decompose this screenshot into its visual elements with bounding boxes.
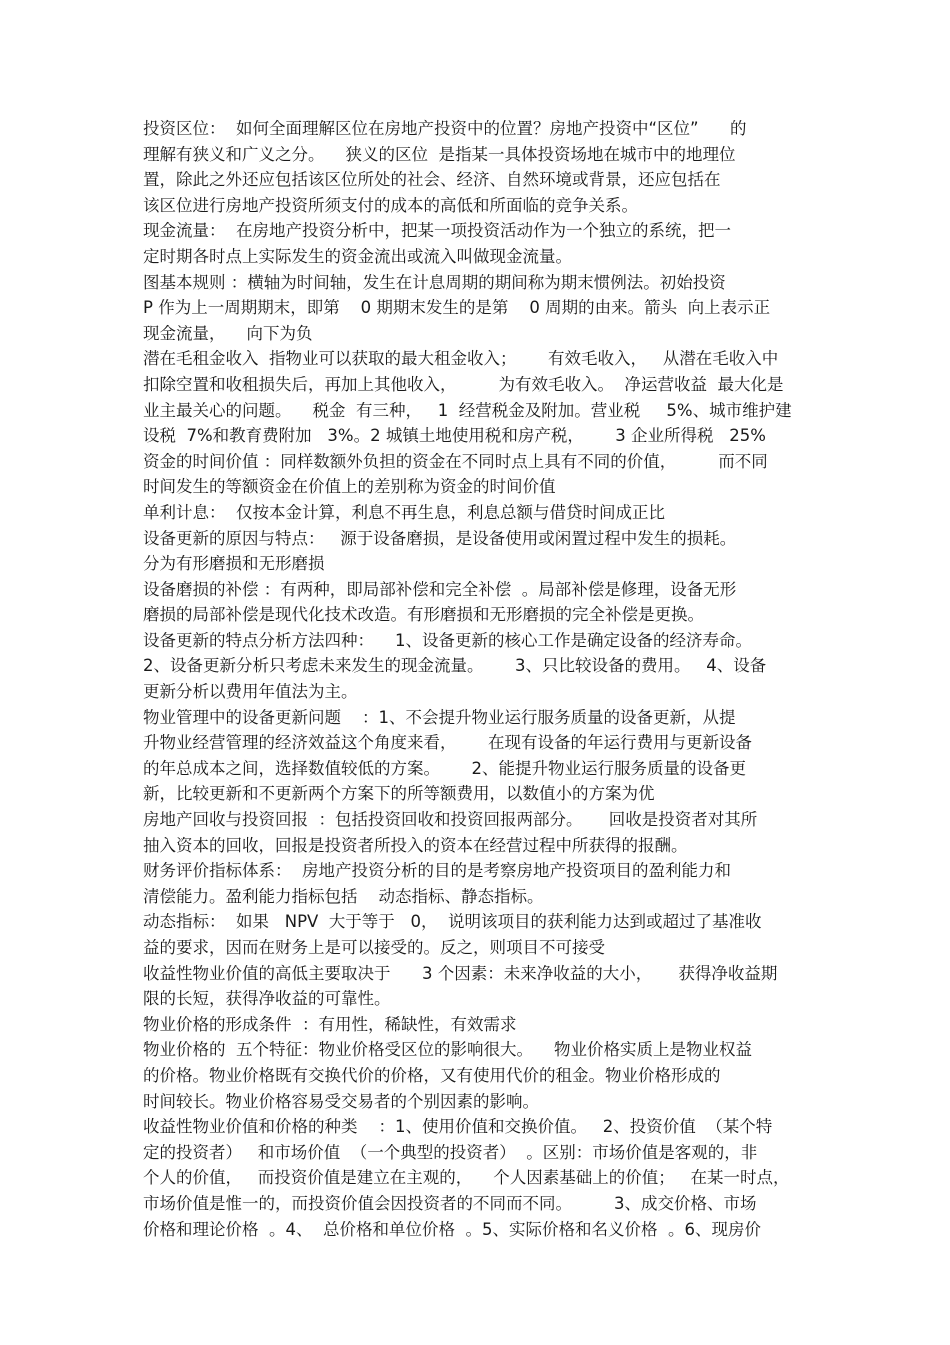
text-line: 益的要求，因而在财务上是可以接受的。反之，则项目不可接受: [143, 938, 605, 957]
text-line: 单利计息： 仅按本金计算，利息不再生息，利息总额与借贷时间成正比: [143, 502, 665, 522]
text-line: 清偿能力。盈利能力指标包括 动态指标、静态指标。: [143, 886, 544, 906]
text-line: 的价格。物业价格既有交换代价的价格，又有使用代价的租金。物业价格形成的: [143, 1065, 721, 1085]
document-body: [143, 116, 811, 1242]
text-line: 业主最关心的问题。 税金 有三种， 1 经营税金及附加。营业税 5%、城市维护建: [143, 400, 792, 420]
text-line: 扣除空置和收租损失后，再加上其他收入， 为有效毛收入。 净运营收益 最大化是: [143, 374, 784, 394]
text-line: 投资区位： 如何全面理解区位在房地产投资中的位置？房地产投资中“区位” 的: [143, 119, 747, 138]
text-line: 限的长短，获得净收益的可靠性。: [143, 989, 391, 1009]
text-line: 分为有形磨损和无形磨损: [143, 554, 325, 574]
text-line: 磨损的局部补偿是现代化技术改造。有形磨损和无形磨损的完全补偿是更换。: [143, 605, 704, 625]
text-line: 现金流量， 向下为负: [143, 323, 313, 343]
text-line: 个人的价值， 而投资价值是建立在主观的， 个人因素基础上的价值； 在某一时点，: [143, 1168, 790, 1188]
text-line: 理解有狭义和广义之分。 狭义的区位 是指某一具体投资场地在城市中的地理位: [143, 144, 736, 164]
text-line: P 作为上一周期期末，即第 0 期期末发生的是第 0 周期的由来。箭头 向上表示正: [143, 298, 771, 318]
text-line: 更新分析以费用年值法为主。: [143, 682, 358, 702]
text-line: 时间较长。物业价格容易受交易者的个别因素的影响。: [143, 1091, 539, 1111]
text-line: 的年总成本之间，选择数值较低的方案。 2、能提升物业运行服务质量的设备更: [143, 758, 746, 778]
text-line: 房地产回收与投资回报 ：包括投资回收和投资回报两部分。 回收是投资者对其所: [143, 810, 758, 830]
text-line: 2、设备更新分析只考虑未来发生的现金流量。 3、只比较设备的费用。 4、设备: [143, 656, 767, 676]
text-line: 价格和理论价格 。4、 总价格和单位价格 。5、实际价格和名义价格 。6、现房价: [143, 1219, 761, 1239]
text-line: 潜在毛租金收入 指物业可以获取的最大租金收入； 有效毛收入， 从潜在毛收入中: [143, 349, 779, 369]
text-line: 定的投资者） 和市场价值 （一个典型的投资者） 。区别：市场价值是客观的，非: [143, 1142, 758, 1162]
text-line: 物业价格的 五个特征：物业价格受区位的影响很大。 物业价格实质上是物业权益: [143, 1040, 752, 1060]
text-line: 该区位进行房地产投资所须支付的成本的高低和所面临的竞争关系。: [143, 195, 638, 215]
text-line: 动态指标： 如果 NPV 大于等于 0， 说明该项目的获利能力达到或超过了基准收: [143, 912, 762, 932]
text-line: 物业价格的形成条件 ：有用性，稀缺性，有效需求: [143, 1014, 517, 1034]
text-line: 升物业经营管理的经济效益这个角度来看， 在现有设备的年运行费用与更新设备: [143, 733, 752, 753]
text-line: 市场价值是惟一的，而投资价值会因投资者的不同而不同。 3、成交价格、市场: [143, 1193, 757, 1213]
text-line: 设备更新的原因与特点： 源于设备磨损，是设备使用或闲置过程中发生的损耗。: [143, 528, 737, 548]
text-line: 设备磨损的补偿 ：有两种，即局部补偿和完全补偿 。局部补偿是修理，设备无形: [143, 579, 737, 599]
text-line: 物业管理中的设备更新问题 ：1、不会提升物业运行服务质量的设备更新，从提: [143, 707, 736, 727]
text-line: 财务评价指标体系： 房地产投资分析的目的是考察房地产投资项目的盈利能力和: [143, 861, 731, 881]
text-line: 时间发生的等额资金在价值上的差别称为资金的时间价值: [143, 477, 556, 497]
text-line: 收益性物业价值的高低主要取决于 3 个因素：未来净收益的大小， 获得净收益期: [143, 963, 778, 983]
text-line: 资金的时间价值 ：同样数额外负担的资金在不同时点上具有不同的价值， 而不同: [143, 451, 768, 471]
text-line: 抽入资本的回收，回报是投资者所投入的资本在经营过程中所获得的报酬。: [143, 835, 688, 855]
text-line: 设备更新的特点分析方法四种： 1、设备更新的核心工作是确定设备的经济寿命。: [143, 630, 752, 650]
text-line: 图基本规则 ：横轴为时间轴，发生在计息周期的期间称为期末惯例法。初始投资: [143, 272, 726, 292]
text-line: 现金流量： 在房地产投资分析中，把某一项投资活动作为一个独立的系统，把一: [143, 221, 731, 241]
text-line: 置，除此之外还应包括该区位所处的社会、经济、自然环境或背景，还应包括在: [143, 170, 721, 190]
text-line: 设税 7%和教育费附加 3%。2 城镇土地使用税和房产税， 3 企业所得税 25%: [143, 426, 766, 446]
text-line: 新，比较更新和不更新两个方案下的所等额费用，以数值小的方案为优: [143, 784, 655, 804]
text-line: 收益性物业价值和价格的种类 ：1、使用价值和交换价值。 2、投资价值 （某个特: [143, 1117, 773, 1137]
text-line: 定时期各时点上实际发生的资金流出或流入叫做现金流量。: [143, 246, 572, 266]
